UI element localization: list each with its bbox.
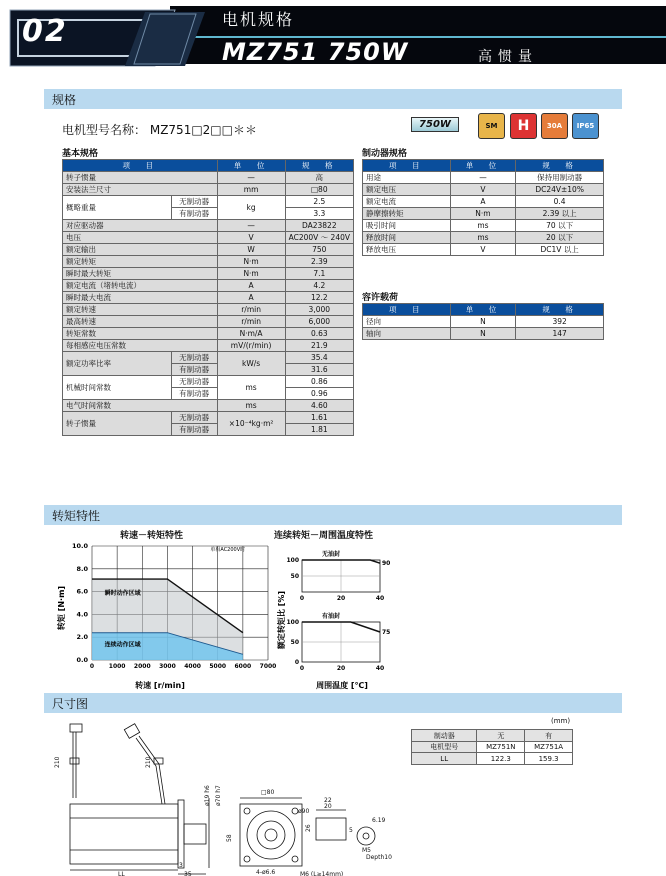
row-value: 6,000 [285, 316, 353, 328]
row-unit: V [450, 184, 516, 196]
model-name-line [62, 121, 257, 138]
row-unit: W [217, 244, 285, 256]
row-sub: 无制动器 [171, 352, 217, 364]
row-sub: 有制动器 [171, 424, 217, 436]
dim-35: 35 [184, 871, 192, 876]
row-value: DC1V 以上 [516, 244, 604, 256]
chart-note: 单相AC200V时 [210, 547, 246, 553]
row-item: 概略重量 [63, 196, 172, 220]
table-row [63, 400, 354, 412]
row-unit: N [450, 316, 516, 328]
table-row [363, 232, 604, 244]
row-item: 额定电流（堵转电流） [63, 280, 218, 292]
series-end-label: 90 [382, 560, 391, 568]
table-row [63, 328, 354, 340]
brake-header-unit: 单 位 [450, 160, 516, 172]
row-value: AC200V ～ 240V [285, 232, 353, 244]
table-row [63, 280, 354, 292]
row-unit: A [217, 292, 285, 304]
row-item: 瞬时最大电流 [63, 292, 218, 304]
row-value: 0.63 [285, 328, 353, 340]
load-spec-table [362, 303, 604, 340]
dim-header-with: 有 [525, 730, 573, 742]
brake-header-item: 项 目 [363, 160, 451, 172]
series-name: 无油封 [322, 551, 341, 558]
row-item: 电压 [63, 232, 218, 244]
dim-80: □80 [261, 789, 275, 796]
table-row [63, 376, 354, 388]
y-tick-label: 6.0 [76, 587, 88, 596]
table-row [63, 232, 354, 244]
x-tick-label: 40 [375, 595, 385, 602]
x-tick-label: 1000 [108, 663, 126, 670]
row-unit: r/min [217, 304, 285, 316]
row-value: 3.3 [285, 208, 353, 220]
load-header-item: 项 目 [363, 304, 451, 316]
brake-spec-title: 制动器规格 [362, 149, 408, 159]
section-bar-spec [44, 89, 622, 109]
y-tick-label: 100 [286, 557, 299, 564]
row-unit: r/min [217, 316, 285, 328]
row-unit: ms [217, 376, 285, 400]
row-unit: kW/s [217, 352, 285, 376]
x-tick-label: 20 [336, 665, 346, 672]
dim-row-label: LL [412, 753, 477, 764]
x-tick-label: 2000 [133, 663, 151, 670]
table-row [63, 256, 354, 268]
table-row [63, 292, 354, 304]
x-axis-label: 转速 [r/min] [135, 681, 185, 690]
chart2-title: 连续转矩－周围温度特性 [274, 531, 374, 541]
row-value: 2.39 [285, 256, 353, 268]
row-item: 额定转速 [63, 304, 218, 316]
row-sub: 有制动器 [171, 388, 217, 400]
dim-20: 20 [324, 803, 332, 810]
row-value: 35.4 [285, 352, 353, 364]
high-inertia-icon: H [510, 113, 537, 139]
x-tick-label: 0 [299, 665, 305, 672]
instant-region-label: 瞬时动作区域 [104, 590, 141, 598]
section-bar-torque [44, 505, 622, 525]
row-item: 转矩常数 [63, 328, 218, 340]
row-item: 瞬时最大转矩 [63, 268, 218, 280]
row-unit: — [217, 220, 285, 232]
table-row [63, 304, 354, 316]
row-unit: ms [217, 400, 285, 412]
row-value: 3,000 [285, 304, 353, 316]
table-row [63, 412, 354, 424]
row-item: 电气时间常数 [63, 400, 218, 412]
row-value: 0.86 [285, 376, 353, 388]
y-tick-label: 4.0 [76, 610, 88, 619]
brake-header-value: 规 格 [516, 160, 604, 172]
basic-header-unit: 单 位 [217, 160, 285, 172]
row-value: 1.61 [285, 412, 353, 424]
row-unit: mm [217, 184, 285, 196]
y-tick-label: 50 [290, 639, 299, 646]
row-value: □80 [285, 184, 353, 196]
row-unit: ×10⁻⁴kg·m² [217, 412, 285, 436]
dim-row-without: 122.3 [477, 753, 525, 764]
row-unit: N [450, 328, 516, 340]
basic-header-item: 项 目 [63, 160, 218, 172]
row-unit: ms [450, 232, 516, 244]
table-row [63, 184, 354, 196]
series-name: 有油封 [322, 613, 341, 620]
x-tick-label: 5000 [209, 663, 227, 670]
table-row [63, 172, 354, 184]
chapter-number: 02 [22, 14, 68, 49]
section-title-dimension: 尺寸图 [52, 697, 89, 711]
dim-3: 3 [179, 862, 183, 869]
table-row [363, 208, 604, 220]
y-axis-label: 额定转矩比 [%] [277, 590, 286, 650]
x-tick-label: 4000 [184, 663, 201, 670]
row-value: 2.39 以上 [516, 208, 604, 220]
row-item: 额定电流 [363, 196, 451, 208]
dim-210-right: 210 [145, 756, 152, 768]
table-row [363, 220, 604, 232]
row-unit: kg [217, 196, 285, 220]
row-sub: 有制动器 [171, 364, 217, 376]
dim-58: 58 [226, 834, 233, 842]
continuous-region-label: 连续动作区域 [104, 641, 141, 649]
row-item: 额定转矩 [63, 256, 218, 268]
x-tick-label: 3000 [159, 663, 176, 670]
row-value: DC24V±10% [516, 184, 604, 196]
dim-header-without: 无 [477, 730, 525, 742]
row-item: 额定电压 [363, 184, 451, 196]
dim-m5: M5 [362, 847, 371, 854]
model-name-label: 电机型号名称： [62, 123, 147, 137]
table-row [63, 316, 354, 328]
dim-22: 22 [324, 797, 332, 804]
header-subtitle: 电机规格 [222, 10, 295, 29]
dim-row-label: 电机型号 [412, 742, 477, 753]
load-header-value: 规 格 [516, 304, 604, 316]
dim-row-with: 159.3 [525, 753, 573, 764]
row-unit: A [450, 196, 516, 208]
row-value: 0.4 [516, 196, 604, 208]
x-axis-label: 周围温度 [℃] [316, 681, 368, 690]
row-unit: A [217, 280, 285, 292]
dim-5: 5 [349, 827, 353, 834]
header-inertia: 高惯量 [478, 49, 538, 65]
row-value: 4.60 [285, 400, 353, 412]
row-value: 392 [516, 316, 604, 328]
page-header [0, 0, 666, 72]
dim-m6: M6 (L≥14mm) [300, 871, 344, 876]
dim-210-left: 210 [54, 756, 61, 768]
section-bar-dimension [44, 693, 622, 713]
row-value: 4.2 [285, 280, 353, 292]
row-item: 机械时间常数 [63, 376, 172, 400]
row-item: 径向 [363, 316, 451, 328]
brake-spec-table [362, 159, 604, 256]
row-value: 31.6 [285, 364, 353, 376]
row-item: 转子惯量 [63, 412, 172, 436]
row-sub: 无制动器 [171, 196, 217, 208]
row-value: DA23822 [285, 220, 353, 232]
dim-26: 26 [305, 824, 312, 832]
model-name-value: MZ751□2□□＊＊ [149, 123, 257, 137]
current-icon: 30A [541, 113, 568, 139]
row-value: 1.81 [285, 424, 353, 436]
series-end-label: 75 [382, 629, 391, 636]
row-item: 最高转速 [63, 316, 218, 328]
row-value: 20 以下 [516, 232, 604, 244]
basic-spec-title: 基本规格 [62, 149, 99, 159]
table-row [363, 328, 604, 340]
basic-header-value: 规 格 [285, 160, 353, 172]
row-unit: N·m/A [217, 328, 285, 340]
power-badge: 750W [411, 117, 459, 132]
table-row [63, 268, 354, 280]
unit-note: (mm) [551, 717, 571, 725]
row-item: 额定输出 [63, 244, 218, 256]
row-value: 0.96 [285, 388, 353, 400]
x-tick-label: 7000 [259, 663, 277, 670]
row-item: 释放电压 [363, 244, 451, 256]
row-item: 用途 [363, 172, 451, 184]
dim-4-6-6: 4-ø6.6 [256, 869, 276, 876]
row-unit: — [450, 172, 516, 184]
y-tick-label: 50 [290, 573, 299, 580]
row-unit: V [450, 244, 516, 256]
table-row [63, 244, 354, 256]
section-title-spec: 规格 [52, 93, 77, 107]
y-tick-label: 0 [294, 659, 299, 666]
row-value: 147 [516, 328, 604, 340]
row-item: 安装法兰尺寸 [63, 184, 218, 196]
row-value: 750 [285, 244, 353, 256]
dimension-drawing [44, 718, 444, 876]
x-tick-label: 6000 [234, 663, 252, 670]
row-unit: ms [450, 220, 516, 232]
table-row [63, 220, 354, 232]
row-item: 静摩擦转矩 [363, 208, 451, 220]
row-item: 额定功率比率 [63, 352, 172, 376]
table-row [63, 340, 354, 352]
row-item: 每相感应电压常数 [63, 340, 218, 352]
row-unit: — [217, 172, 285, 184]
ip65-icon: IP65 [572, 113, 599, 139]
row-value: 7.1 [285, 268, 353, 280]
row-unit: N·m [450, 208, 516, 220]
dim-19h6: ø19 h6 [204, 785, 211, 806]
speed-torque-chart [44, 538, 277, 698]
table-row [363, 172, 604, 184]
row-value: 保持用制动器 [516, 172, 604, 184]
dim-ll: LL [118, 871, 125, 876]
section-title-torque: 转矩特性 [52, 509, 101, 523]
row-sub: 有制动器 [171, 208, 217, 220]
dim-row-without: MZ751N [477, 742, 525, 753]
y-tick-label: 2.0 [76, 633, 88, 642]
row-value: 2.5 [285, 196, 353, 208]
load-header-unit: 单 位 [450, 304, 516, 316]
row-value: 12.2 [285, 292, 353, 304]
row-value: 70 以下 [516, 220, 604, 232]
row-item: 转子惯量 [63, 172, 218, 184]
row-value: 21.9 [285, 340, 353, 352]
table-row [363, 184, 604, 196]
row-sub: 无制动器 [171, 376, 217, 388]
dim-6-19: 6.19 [372, 817, 386, 824]
x-tick-label: 20 [336, 595, 346, 602]
row-item: 轴向 [363, 328, 451, 340]
y-tick-label: 10.0 [71, 542, 88, 550]
chart1-title: 转速－转矩特性 [120, 531, 184, 541]
y-axis-label: 转矩 [N·m] [57, 585, 66, 631]
dim-90: ø90 [298, 808, 310, 815]
row-unit: N·m [217, 256, 285, 268]
row-value: 高 [285, 172, 353, 184]
table-row [363, 316, 604, 328]
x-tick-label: 0 [89, 663, 95, 670]
table-row [363, 244, 604, 256]
dim-depth: Depth10 [366, 854, 392, 861]
x-tick-label: 0 [299, 595, 305, 602]
temp-torque-chart [272, 538, 412, 698]
x-tick-label: 40 [375, 665, 385, 672]
table-row [63, 352, 354, 364]
table-row [63, 196, 354, 208]
row-unit: N·m [217, 268, 285, 280]
dim-row-with: MZ751A [525, 742, 573, 753]
table-row [363, 196, 604, 208]
row-unit: V [217, 232, 285, 244]
y-tick-label: 8.0 [76, 564, 88, 573]
sm-icon: SM [478, 113, 505, 139]
row-item: 吸引时间 [363, 220, 451, 232]
load-spec-title: 容许载荷 [362, 293, 399, 303]
row-item: 对应驱动器 [63, 220, 218, 232]
dim-70h7: ø70 h7 [215, 785, 222, 806]
dim-header-brake: 制动器 [412, 730, 477, 742]
row-item: 释放时间 [363, 232, 451, 244]
basic-spec-table [62, 159, 354, 436]
row-sub: 无制动器 [171, 412, 217, 424]
header-model: MZ751 750W [222, 38, 409, 66]
y-tick-label: 0.0 [76, 656, 88, 664]
y-tick-label: 100 [286, 619, 299, 626]
row-unit: mV/(r/min) [217, 340, 285, 352]
